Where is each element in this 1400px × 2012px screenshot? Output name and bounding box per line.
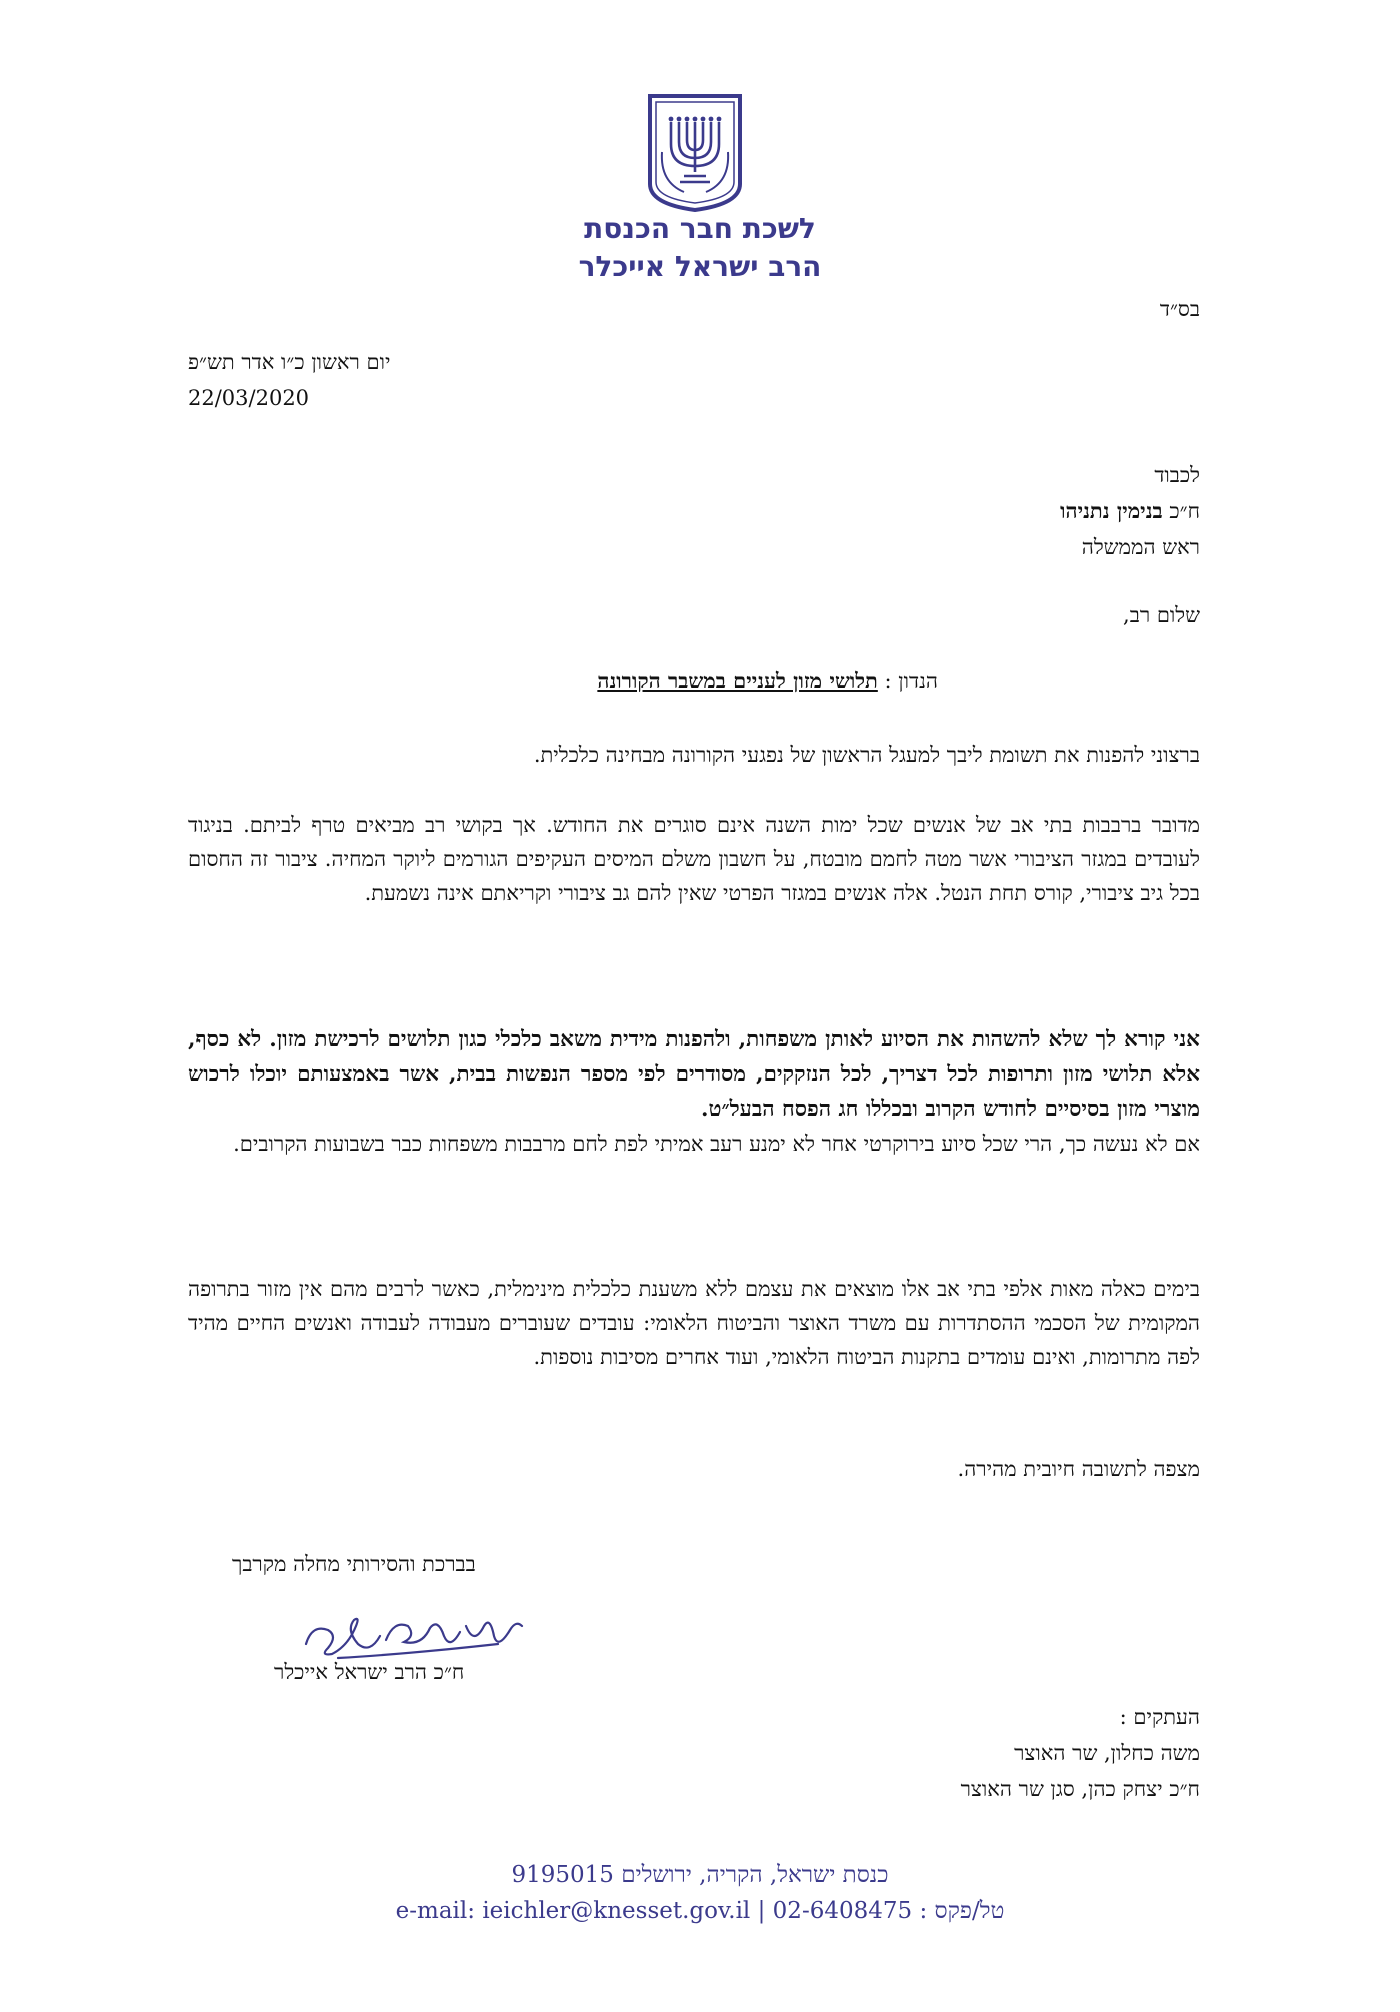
footer-phone-label: טל/פקס : bbox=[919, 1898, 1005, 1924]
body-paragraph-5: מצפה לתשובה חיובית מהירה. bbox=[957, 1457, 1200, 1481]
body-paragraph-3-block bbox=[188, 1022, 1200, 1161]
subject-text: תלושי מזון לעניים במשבר הקורונה bbox=[597, 668, 878, 693]
menorah-emblem-icon bbox=[644, 92, 746, 214]
bsd-mark: בס״ד bbox=[1159, 297, 1200, 321]
body-paragraph-4: בימים כאלה מאות אלפי בתי אב אלו מוצאים את עצמם ללא משענת כלכלית מינימלית, כאשר לרבים מהם אין מזור בתרופה המקומית של הסכמי ההסתדרות עם משרד האוצר והביטוח הלאומי: עובדים שעוברים מעבודה לעבודה ואנשים החיים מהיד לפה מתרומות, ואינם עומדים בתקנות הביטוח הלאומי, ועוד אחרים מסיבות נוספות. bbox=[188, 1277, 1200, 1369]
footer-address: כנסת ישראל, הקריה, ירושלים 9195015 bbox=[511, 1862, 889, 1888]
recipient-role: ראש הממשלה bbox=[1081, 535, 1200, 559]
body-paragraph-3b: אם לא נעשה כך, הרי שכל סיוע בירוקרטי אחר לא ימנע רעב אמיתי לפת לחם מרבבות משפחות כבר בשבועות הקרובים. bbox=[233, 1132, 1200, 1156]
closing-blessing: בברכת והסירותי מחלה מקרבך bbox=[232, 1552, 476, 1576]
hebrew-date: יום ראשון כ״ו אדר תש״פ bbox=[188, 350, 391, 374]
body-paragraph-2: מדובר ברבבות בתי אב של אנשים שכל ימות השנה אינם סוגרים את החודש. אך בקושי רב מביאים טרף לביתם. בניגוד לעובדים במגזר הציבורי אשר מטה לחמם מובטח, על חשבון משלם המיסים העקיפים הגורמים ליוקר המחיה. ציבור זה החסום בכל גיב ציבורי, קורס תחת הנטל. אלה אנשים במגזר הפרטי שאין להם גב ציבורי וקריאתם אינה נשמעת. bbox=[188, 813, 1200, 905]
office-title: לשכת חבר הכנסת bbox=[584, 212, 816, 245]
recipient-title: ח״כ bbox=[1169, 499, 1200, 523]
footer-phone: 02-6408475 bbox=[772, 1898, 913, 1924]
body-paragraph-1: ברצוני להפנות את תשומת ליבך למעגל הראשון של נפגעי הקורונה מבחינה כלכלית. bbox=[533, 743, 1200, 767]
recipient-name-line bbox=[1060, 494, 1200, 528]
handwritten-signature bbox=[298, 1596, 528, 1666]
cc-recipient-1: משה כחלון, שר האוצר bbox=[1014, 1741, 1200, 1765]
recipient-name: בנימין נתניהו bbox=[1060, 498, 1163, 523]
office-member-name: הרב ישראל אייכלר bbox=[578, 250, 822, 283]
recipient-honorific: לכבוד bbox=[1154, 463, 1200, 487]
greeting: שלום רב, bbox=[1123, 603, 1200, 627]
subject-label: הנדון : bbox=[884, 669, 938, 693]
footer-email-label: e-mail: bbox=[395, 1898, 475, 1924]
signer-name: ח״כ הרב ישראל אייכלר bbox=[274, 1660, 465, 1684]
cc-recipient-2: ח״כ יצחק כהן, סגן שר האוצר bbox=[960, 1777, 1200, 1801]
gregorian-date: 22/03/2020 bbox=[188, 386, 310, 410]
footer-email[interactable]: ieichler@knesset.gov.il bbox=[482, 1898, 751, 1924]
footer-contact bbox=[0, 1898, 1400, 1924]
subject-line bbox=[597, 668, 938, 694]
body-paragraph-3-bold: אני קורא לך שלא להשהות את הסיוע לאותן משפחות, ולהפנות מידית משאב כלכלי כגון תלושים לרכישת מזון. לא כסף, אלא תלושי מזון ותרופות לכל דצריך, לכל הנזקקים, מסודרים לפי מספר הנפשות בבית, אשר באמצעותם יוכלו לרכוש מוצרי מזון בסיסיים לחודש הקרוב ובכללו חג הפסח הבעל״ט. bbox=[188, 1027, 1200, 1122]
footer-separator: | bbox=[757, 1898, 766, 1924]
cc-label: העתקים : bbox=[1119, 1705, 1200, 1729]
